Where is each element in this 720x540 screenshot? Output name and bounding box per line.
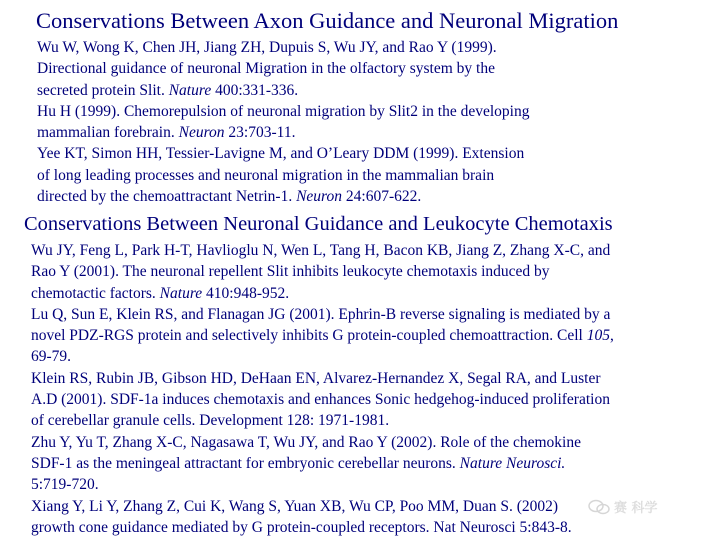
reference-line xyxy=(31,240,719,261)
reference-text: Directional guidance of neuronal Migration in the olfactory system by the xyxy=(37,60,495,78)
reference-line xyxy=(37,165,637,186)
reference-line xyxy=(37,37,637,58)
section-title-axon-migration: Conservations Between Axon Guidance and Neuronal Migration xyxy=(36,8,619,33)
reference-text: 24:607-622. xyxy=(342,188,422,206)
reference-text: A.D (2001). SDF-1a induces chemotaxis and enhances Sonic hedgehog-induced proliferation xyxy=(31,391,610,409)
reference-text: Zhu Y, Yu T, Zhang X-C, Nagasawa T, Wu JY, and Rao Y (2002). Role of the chemokine xyxy=(31,433,581,451)
reference-text: mammalian forebrain. xyxy=(37,124,179,142)
reference-text: 410:948-952. xyxy=(202,284,290,302)
watermark-text: 赛 科学 xyxy=(614,501,658,516)
reference-line xyxy=(31,389,719,410)
references-block-2 xyxy=(31,240,719,538)
reference-line xyxy=(31,368,719,389)
reference-line xyxy=(31,432,719,453)
reference-text: 400:331-336. xyxy=(211,81,299,99)
reference-line xyxy=(37,101,637,122)
reference-text: Hu H (1999). Chemorepulsion of neuronal migration by Slit2 in the developing xyxy=(37,102,530,120)
reference-line xyxy=(31,453,719,474)
journal-name: Nature xyxy=(159,284,203,302)
reference-text: 23:703-11. xyxy=(224,124,296,142)
reference-line xyxy=(31,283,719,304)
reference-line xyxy=(37,58,637,79)
watermark xyxy=(588,497,658,516)
journal-name: Neuron xyxy=(178,124,225,142)
reference-text: chemotactic factors. xyxy=(31,284,160,302)
reference-line xyxy=(37,143,637,164)
reference-line xyxy=(31,517,719,538)
reference-text: secreted protein Slit. xyxy=(37,81,169,99)
reference-text: directed by the chemoattractant Netrin-1. xyxy=(37,188,297,206)
reference-text: Rao Y (2001). The neuronal repellent Slit inhibits leukocyte chemotaxis induced by xyxy=(31,263,550,281)
section-title-leukocyte-chemotaxis: Conservations Between Neuronal Guidance and Leukocyte Chemotaxis xyxy=(24,213,613,235)
journal-name: Nature Neurosci. xyxy=(459,454,566,472)
reference-line xyxy=(31,304,719,325)
journal-name: 105 xyxy=(586,327,610,345)
reference-text: Wu W, Wong K, Chen JH, Jiang ZH, Dupuis S, Wu JY, and Rao Y (1999). xyxy=(37,39,497,56)
reference-text: Xiang Y, Li Y, Zhang Z, Cui K, Wang S, Yuan XB, Wu CP, Poo MM, Duan S. (2002) xyxy=(31,497,559,515)
reference-text: Yee KT, Simon HH, Tessier-Lavigne M, and O’Leary DDM (1999). Extension xyxy=(37,145,525,163)
reference-line xyxy=(31,410,719,431)
reference-text: Klein RS, Rubin JB, Gibson HD, DeHaan EN, Alvarez-Hernandez X, Segal RA, and Luster xyxy=(31,369,601,387)
reference-text: novel PDZ-RGS protein and selectively inhibits G protein-coupled chemoattraction. Cell xyxy=(31,327,587,345)
reference-line xyxy=(37,80,637,101)
reference-text: of cerebellar granule cells. Development 128: 1971-1981. xyxy=(31,412,390,430)
reference-text: , xyxy=(609,327,614,345)
reference-text: Lu Q, Sun E, Klein RS, and Flanagan JG (2001). Ephrin-B reverse signaling is mediated by a xyxy=(31,305,611,323)
reference-line xyxy=(37,186,637,207)
references-block-1 xyxy=(37,37,637,207)
reference-line xyxy=(37,122,637,143)
journal-name: Neuron xyxy=(296,188,343,206)
reference-line xyxy=(31,325,719,346)
reference-line xyxy=(31,474,719,495)
reference-line xyxy=(31,261,719,282)
reference-text: SDF-1 as the meningeal attractant for embryonic cerebellar neurons. xyxy=(31,454,460,472)
reference-text: 5:719-720. xyxy=(31,476,99,494)
journal-name: Nature xyxy=(168,81,212,99)
wechat-icon xyxy=(588,499,610,515)
reference-text: Wu JY, Feng L, Park H-T, Havlioglu N, Wen L, Tang H, Bacon KB, Jiang Z, Zhang X-C, and xyxy=(31,242,611,259)
reference-line xyxy=(31,346,719,367)
reference-text: growth cone guidance mediated by G protein-coupled receptors. Nat Neurosci 5:843-8. xyxy=(31,518,572,536)
reference-text: 69-79. xyxy=(31,348,72,366)
reference-text: of long leading processes and neuronal migration in the mammalian brain xyxy=(37,166,495,184)
